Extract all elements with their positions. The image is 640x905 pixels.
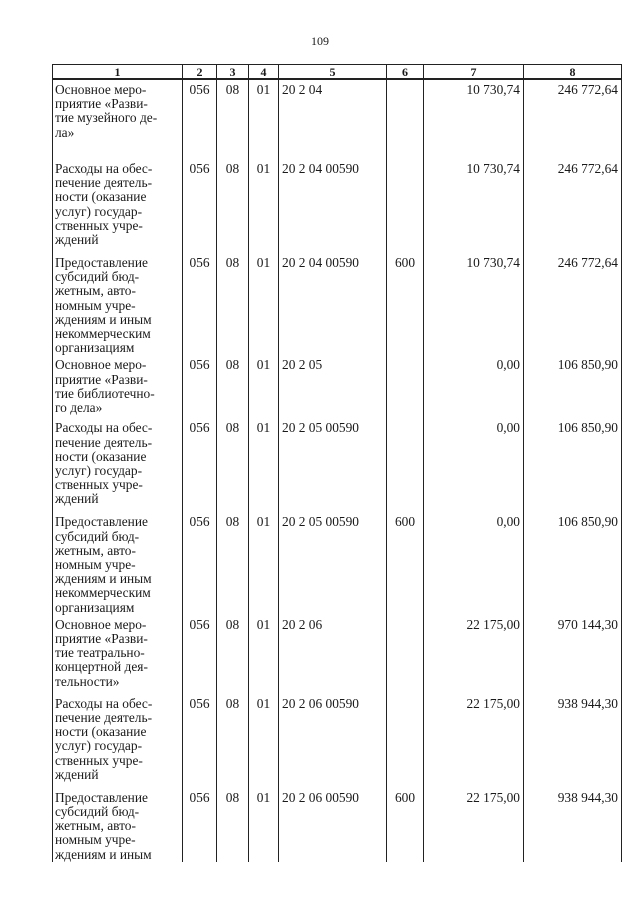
cell-admin-code: 056	[183, 355, 217, 418]
cell-amount-8: 106 850,90	[524, 355, 622, 418]
cell-subsection: 01	[249, 79, 279, 159]
cell-target-article: 20 2 04 00590	[279, 159, 387, 253]
cell-amount-8: 938 944,30	[524, 694, 622, 788]
cell-section: 08	[217, 159, 249, 253]
cell-admin-code: 056	[183, 79, 217, 159]
cell-expense-type	[387, 79, 424, 159]
cell-expense-type	[387, 615, 424, 694]
cell-section: 08	[217, 788, 249, 862]
column-header: 6	[387, 65, 424, 80]
cell-subsection: 01	[249, 512, 279, 614]
cell-expense-type: 600	[387, 253, 424, 355]
column-header: 2	[183, 65, 217, 80]
cell-target-article: 20 2 04	[279, 79, 387, 159]
row-name: Основное меро- приятие «Разви- тие музейного де- ла»	[53, 79, 183, 159]
cell-target-article: 20 2 04 00590	[279, 253, 387, 355]
table-row	[53, 615, 622, 694]
column-header: 7	[424, 65, 524, 80]
table-row	[53, 788, 622, 862]
cell-admin-code: 056	[183, 418, 217, 512]
cell-amount-7: 0,00	[424, 355, 524, 418]
table-row	[53, 355, 622, 418]
page-number: 109	[311, 34, 329, 48]
cell-expense-type: 600	[387, 788, 424, 862]
cell-section: 08	[217, 694, 249, 788]
cell-target-article: 20 2 06	[279, 615, 387, 694]
column-header: 8	[524, 65, 622, 80]
column-header: 1	[53, 65, 183, 80]
table-row	[53, 79, 622, 159]
cell-section: 08	[217, 512, 249, 614]
cell-expense-type: 600	[387, 512, 424, 614]
row-name: Предоставление субсидий бюд- жетным, авто- номным учре- ждениям и иным некоммерческим организациям	[53, 512, 183, 614]
cell-amount-7: 0,00	[424, 418, 524, 512]
cell-amount-7: 10 730,74	[424, 79, 524, 159]
cell-target-article: 20 2 05 00590	[279, 512, 387, 614]
row-name: Расходы на обес- печение деятель- ности (оказание услуг) государ- ственных учре- ждений	[53, 159, 183, 253]
cell-expense-type	[387, 159, 424, 253]
cell-subsection: 01	[249, 788, 279, 862]
cell-amount-8: 970 144,30	[524, 615, 622, 694]
cell-target-article: 20 2 05 00590	[279, 418, 387, 512]
row-name: Предоставление субсидий бюд- жетным, авто- номным учре- ждениям и иным некоммерческим организациям	[53, 253, 183, 355]
cell-admin-code: 056	[183, 694, 217, 788]
cell-subsection: 01	[249, 615, 279, 694]
cell-subsection: 01	[249, 253, 279, 355]
cell-amount-7: 10 730,74	[424, 159, 524, 253]
cell-amount-7: 10 730,74	[424, 253, 524, 355]
cell-target-article: 20 2 06 00590	[279, 788, 387, 862]
cell-amount-7: 22 175,00	[424, 788, 524, 862]
table-row	[53, 253, 622, 355]
cell-target-article: 20 2 06 00590	[279, 694, 387, 788]
cell-admin-code: 056	[183, 512, 217, 614]
cell-amount-8: 246 772,64	[524, 79, 622, 159]
column-header: 3	[217, 65, 249, 80]
cell-expense-type	[387, 694, 424, 788]
cell-subsection: 01	[249, 418, 279, 512]
row-name: Расходы на обес- печение деятель- ности (оказание услуг) государ- ственных учре- ждений	[53, 418, 183, 512]
cell-amount-8: 246 772,64	[524, 253, 622, 355]
table-row	[53, 694, 622, 788]
cell-amount-8: 246 772,64	[524, 159, 622, 253]
cell-subsection: 01	[249, 694, 279, 788]
cell-expense-type	[387, 418, 424, 512]
cell-amount-8: 938 944,30	[524, 788, 622, 862]
table-row	[53, 418, 622, 512]
table-row	[53, 159, 622, 253]
row-name: Основное меро- приятие «Разви- тие библиотечно- го дела»	[53, 355, 183, 418]
row-name: Расходы на обес- печение деятель- ности (оказание услуг) государ- ственных учре- ждений	[53, 694, 183, 788]
row-name: Предоставление субсидий бюд- жетным, авто- номным учре- ждениям и иным	[53, 788, 183, 862]
cell-admin-code: 056	[183, 788, 217, 862]
cell-amount-7: 22 175,00	[424, 615, 524, 694]
cell-section: 08	[217, 615, 249, 694]
header-row	[53, 65, 622, 80]
cell-admin-code: 056	[183, 253, 217, 355]
cell-section: 08	[217, 418, 249, 512]
column-header: 5	[279, 65, 387, 80]
cell-expense-type	[387, 355, 424, 418]
cell-amount-7: 0,00	[424, 512, 524, 614]
cell-amount-7: 22 175,00	[424, 694, 524, 788]
cell-subsection: 01	[249, 355, 279, 418]
cell-section: 08	[217, 253, 249, 355]
cell-admin-code: 056	[183, 159, 217, 253]
cell-target-article: 20 2 05	[279, 355, 387, 418]
cell-amount-8: 106 850,90	[524, 512, 622, 614]
cell-section: 08	[217, 355, 249, 418]
cell-section: 08	[217, 79, 249, 159]
row-name: Основное меро- приятие «Разви- тие театрально- концертной дея- тельности»	[53, 615, 183, 694]
cell-subsection: 01	[249, 159, 279, 253]
cell-amount-8: 106 850,90	[524, 418, 622, 512]
table-row	[53, 512, 622, 614]
budget-table	[52, 64, 622, 862]
column-header: 4	[249, 65, 279, 80]
cell-admin-code: 056	[183, 615, 217, 694]
